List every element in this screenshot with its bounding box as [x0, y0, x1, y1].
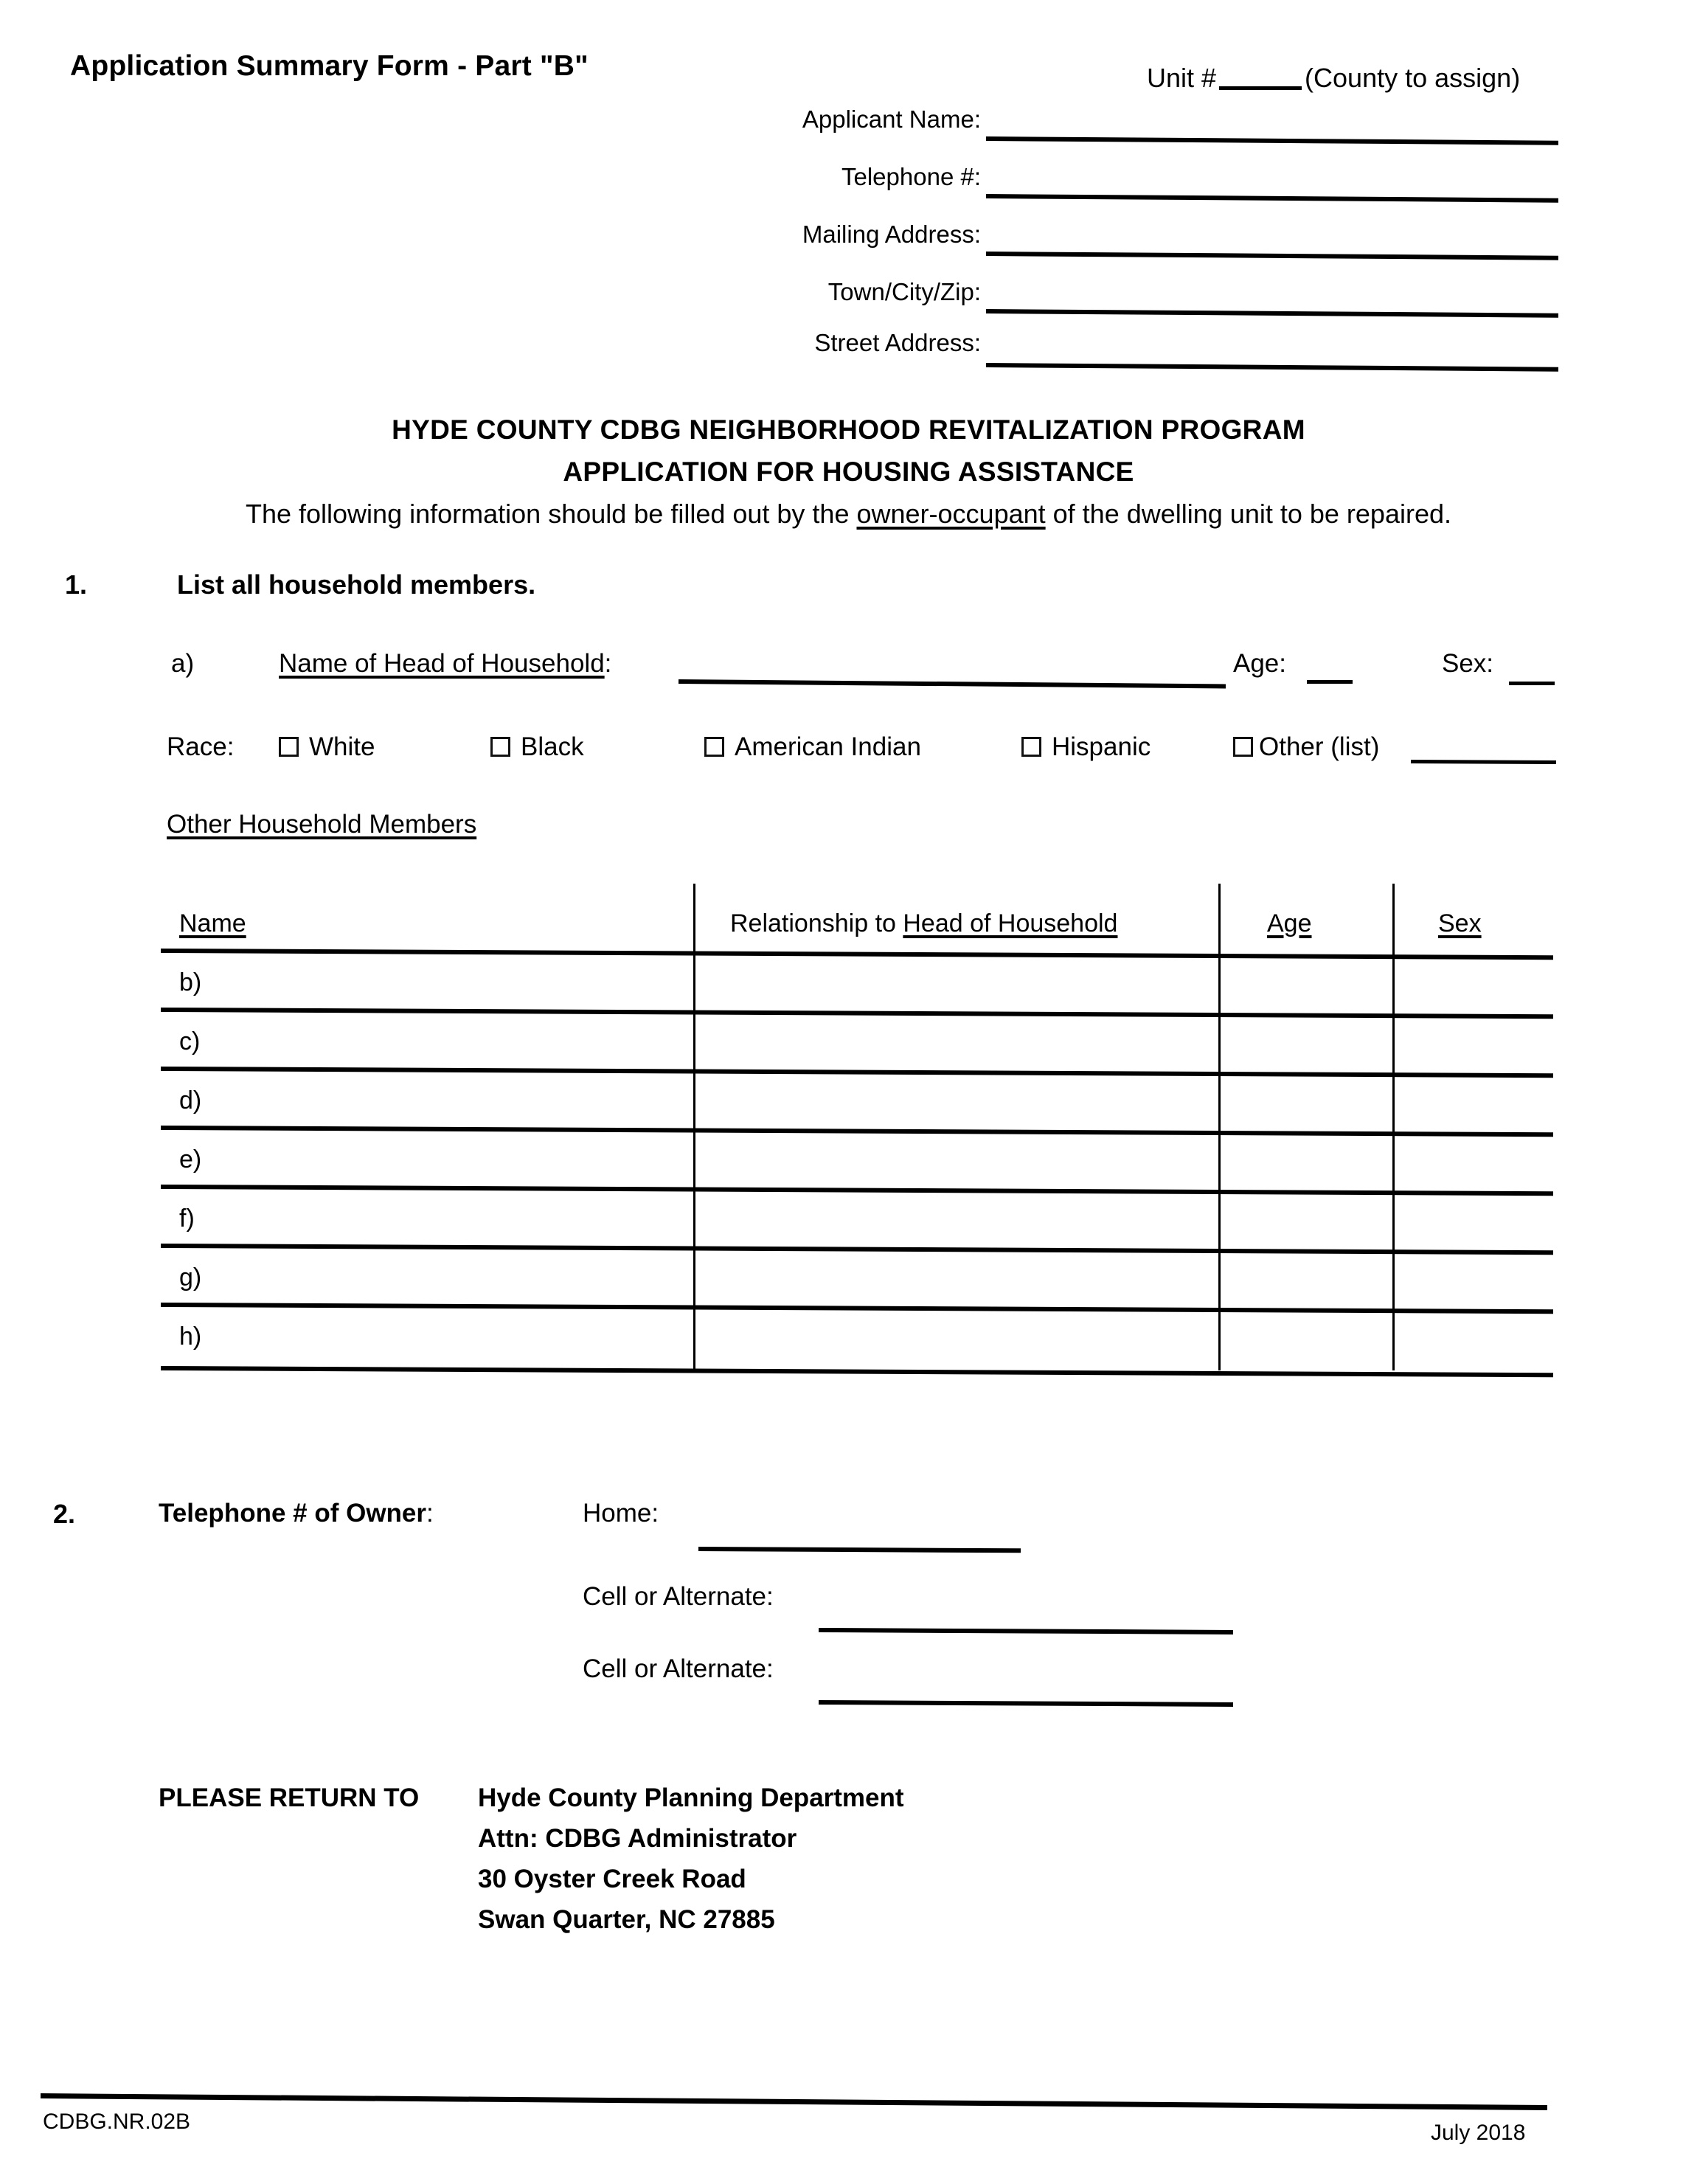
race-other-write-in-line[interactable]	[1411, 760, 1556, 764]
table-header-relationship-underlined: Head of Household	[903, 909, 1118, 937]
instruction-post: of the dwelling unit to be repaired.	[1045, 499, 1451, 529]
mailing-address-label: Mailing Address:	[802, 221, 981, 248]
table-header-relationship	[730, 909, 1117, 938]
checkbox-american-indian[interactable]	[704, 737, 724, 757]
checkbox-other[interactable]	[1233, 737, 1253, 757]
please-return-to-label: PLEASE RETURN TO	[159, 1783, 420, 1812]
footer-divider-rule	[41, 2093, 1547, 2110]
street-address-line[interactable]	[986, 363, 1558, 372]
checkbox-white[interactable]	[279, 737, 299, 757]
town-city-zip-line[interactable]	[986, 309, 1558, 318]
head-of-household-age-label: Age:	[1233, 649, 1286, 678]
item-1-title: List all household members.	[177, 569, 536, 600]
item-2-number: 2.	[53, 1499, 76, 1529]
unit-number-note: (County to assign)	[1305, 63, 1521, 93]
head-of-household-label-colon: :	[604, 649, 612, 678]
return-address-line-2: Attn: CDBG Administrator	[478, 1824, 797, 1853]
table-row-rule[interactable]	[161, 1244, 1553, 1255]
table-col-divider-1	[693, 884, 695, 1370]
table-row-letter: g)	[179, 1263, 202, 1292]
item-2-title-bold: Telephone # of Owner	[159, 1499, 427, 1528]
owner-phone-cell2-line[interactable]	[819, 1700, 1233, 1707]
applicant-name-line[interactable]	[986, 136, 1558, 145]
head-of-household-letter: a)	[171, 649, 195, 678]
table-row-rule[interactable]	[161, 1126, 1553, 1137]
race-option-black[interactable]	[490, 732, 584, 762]
race-option-hispanic-label: Hispanic	[1052, 732, 1151, 761]
head-of-household-sex-label: Sex:	[1442, 649, 1494, 678]
head-of-household-sex-line[interactable]	[1509, 682, 1555, 685]
town-city-zip-label: Town/City/Zip:	[827, 278, 981, 305]
table-row-letter: d)	[179, 1086, 202, 1114]
owner-phone-cell2-label: Cell or Alternate:	[583, 1654, 774, 1683]
race-option-white-label: White	[309, 732, 375, 761]
program-title-line1: HYDE COUNTY CDBG NEIGHBORHOOD REVITALIZATION PROGRAM	[392, 415, 1305, 445]
owner-phone-cell1-label: Cell or Alternate:	[583, 1582, 774, 1611]
table-row-rule[interactable]	[161, 1067, 1553, 1078]
race-option-white[interactable]	[279, 732, 375, 762]
telephone-label: Telephone #:	[841, 163, 981, 190]
item-1-number: 1.	[65, 569, 88, 600]
return-address-line-3: 30 Oyster Creek Road	[478, 1865, 746, 1893]
race-option-other-label: Other (list)	[1259, 732, 1380, 761]
telephone-line[interactable]	[986, 194, 1558, 203]
return-address-line-4: Swan Quarter, NC 27885	[478, 1905, 775, 1934]
footer-date: July 2018	[1431, 2121, 1526, 2145]
race-label: Race:	[167, 732, 235, 761]
checkbox-hispanic[interactable]	[1021, 737, 1041, 757]
return-address-line-1: Hyde County Planning Department	[478, 1783, 904, 1812]
street-address-label: Street Address:	[814, 329, 981, 356]
item-2-title-colon: :	[426, 1499, 434, 1528]
instruction-pre: The following information should be filled out by the	[245, 499, 857, 529]
instruction-owner-occupant: owner-occupant	[856, 499, 1046, 529]
table-row-letter: h)	[179, 1322, 202, 1351]
table-header-sex: Sex	[1438, 909, 1482, 937]
table-row-rule[interactable]	[161, 1366, 1553, 1377]
table-header-name: Name	[179, 909, 246, 937]
instruction-line	[0, 499, 1697, 530]
checkbox-black[interactable]	[490, 737, 510, 757]
race-option-american-indian-label: American Indian	[735, 732, 921, 761]
race-option-black-label: Black	[521, 732, 584, 761]
table-row-rule[interactable]	[161, 1008, 1553, 1019]
other-household-members-heading: Other Household Members	[167, 810, 477, 839]
table-row-letter: b)	[179, 968, 202, 996]
program-title-line2: APPLICATION FOR HOUSING ASSISTANCE	[563, 457, 1134, 487]
unit-number-label: Unit #	[1147, 63, 1217, 93]
head-of-household-age-line[interactable]	[1307, 680, 1353, 684]
head-of-household-label-text: Name of Head of Household	[279, 649, 605, 678]
table-row-letter: e)	[179, 1145, 202, 1174]
race-option-hispanic[interactable]	[1021, 732, 1151, 762]
applicant-name-label: Applicant Name:	[802, 105, 981, 133]
race-option-other[interactable]	[1233, 732, 1379, 762]
form-title: Application Summary Form - Part "B"	[70, 50, 589, 82]
table-header-age: Age	[1267, 909, 1312, 937]
table-row-rule[interactable]	[161, 1185, 1553, 1196]
unit-number-field	[1147, 63, 1520, 94]
owner-phone-home-label: Home:	[583, 1499, 659, 1528]
table-row-letter: c)	[179, 1027, 201, 1055]
item-2-title	[159, 1499, 434, 1528]
table-row-rule[interactable]	[161, 1303, 1553, 1314]
unit-number-blank[interactable]	[1219, 86, 1302, 90]
owner-phone-home-line[interactable]	[698, 1547, 1021, 1553]
head-of-household-name-line[interactable]	[679, 679, 1226, 688]
head-of-household-label	[279, 649, 611, 679]
owner-phone-cell1-line[interactable]	[819, 1628, 1233, 1634]
mailing-address-line[interactable]	[986, 252, 1558, 260]
table-header-relationship-pre: Relationship to	[730, 909, 903, 937]
table-header-rule	[161, 949, 1553, 960]
race-option-american-indian[interactable]	[704, 732, 921, 762]
footer-form-code: CDBG.NR.02B	[43, 2110, 191, 2134]
table-row-letter: f)	[179, 1204, 195, 1233]
